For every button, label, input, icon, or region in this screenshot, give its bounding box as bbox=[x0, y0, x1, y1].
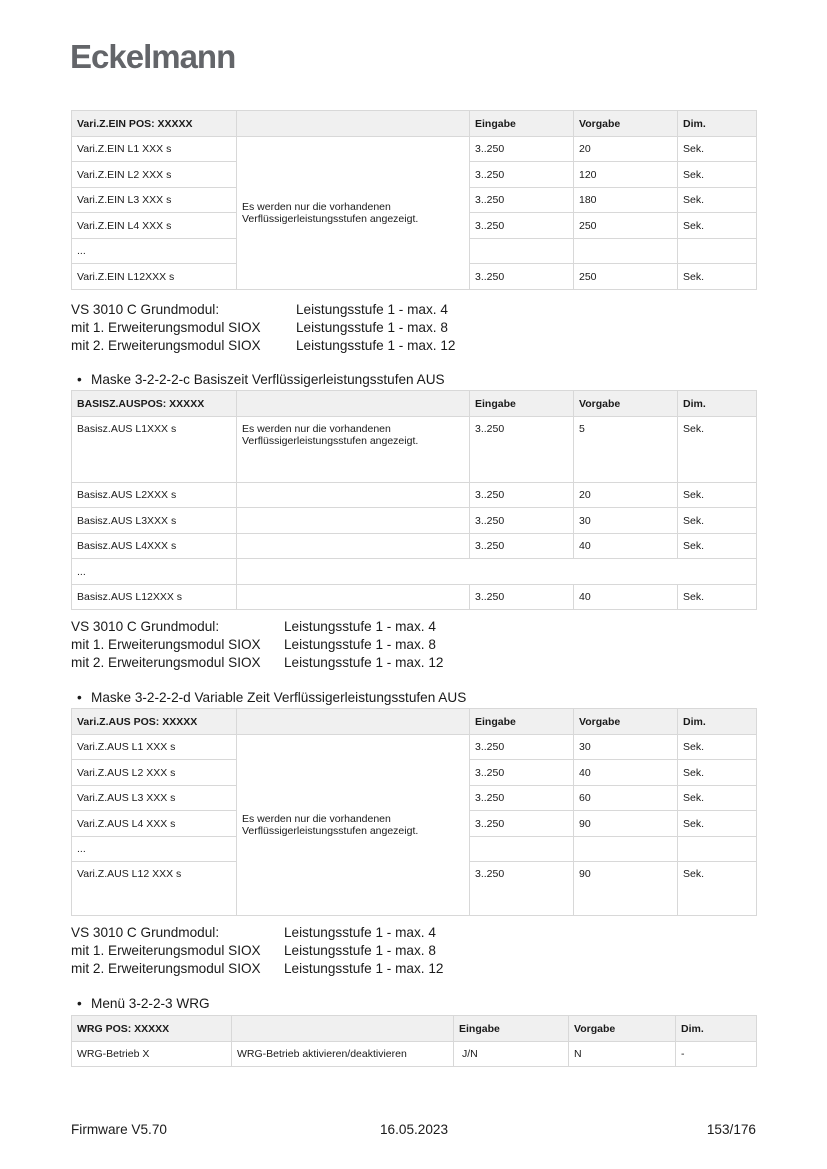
input-range-cell bbox=[470, 837, 574, 862]
param-cell: Basisz.AUS L2XXX s bbox=[72, 483, 237, 508]
module-levels-3 bbox=[71, 924, 443, 978]
header-cell: Vorgabe bbox=[574, 111, 678, 137]
default-cell: 60 bbox=[574, 786, 678, 811]
unit-cell: Sek. bbox=[678, 585, 757, 610]
input-range-cell: 3..250 bbox=[470, 264, 574, 290]
input-range-cell: 3..250 bbox=[470, 811, 574, 837]
default-cell: 30 bbox=[574, 508, 678, 534]
default-cell: 40 bbox=[574, 585, 678, 610]
header-cell: Eingabe bbox=[470, 709, 574, 735]
section-title: Maske 3-2-2-2-d Variable Zeit Verflüssigerleistungsstufen AUS bbox=[91, 690, 467, 705]
note-cell: Es werden nur die vorhandenen Verflüssigerleistungsstufen angezeigt. bbox=[237, 735, 470, 916]
header-cell bbox=[237, 391, 470, 417]
param-cell: Vari.Z.EIN L3 XXX s bbox=[72, 188, 237, 213]
footer-date: 16.05.2023 bbox=[380, 1122, 449, 1137]
input-range-cell: 3..250 bbox=[470, 417, 574, 483]
bullet-icon: • bbox=[77, 996, 82, 1011]
header-cell: WRG POS: XXXXX bbox=[72, 1016, 232, 1042]
input-range-cell: 3..250 bbox=[470, 188, 574, 213]
module-levels-2 bbox=[71, 618, 443, 672]
input-range-cell: 3..250 bbox=[470, 760, 574, 786]
module-label: VS 3010 C Grundmodul: bbox=[71, 925, 220, 940]
section-title: Menü 3-2-2-3 WRG bbox=[91, 996, 210, 1011]
table-header-row bbox=[72, 111, 757, 137]
header-cell: Vari.Z.AUS POS: XXXXX bbox=[72, 709, 237, 735]
table-row bbox=[72, 417, 757, 483]
param-cell: Vari.Z.AUS L2 XXX s bbox=[72, 760, 237, 786]
module-label: VS 3010 C Grundmodul: bbox=[71, 302, 220, 317]
section-heading-wrg bbox=[77, 996, 210, 1011]
unit-cell: Sek. bbox=[678, 735, 757, 760]
table-vari-z-aus bbox=[71, 708, 757, 916]
table-row bbox=[72, 1042, 757, 1067]
header-cell: Vari.Z.EIN POS: XXXXX bbox=[72, 111, 237, 137]
table-wrg bbox=[71, 1015, 757, 1067]
table-basisz-aus bbox=[71, 390, 757, 610]
param-cell: WRG-Betrieb X bbox=[72, 1042, 232, 1067]
param-cell: Vari.Z.EIN L12XXX s bbox=[72, 264, 237, 290]
table-header-row bbox=[72, 1016, 757, 1042]
param-cell: Vari.Z.AUS L1 XXX s bbox=[72, 735, 237, 760]
header-cell: Eingabe bbox=[454, 1016, 569, 1042]
table-header-row bbox=[72, 709, 757, 735]
module-level: Leistungsstufe 1 - max. 4 bbox=[284, 619, 436, 634]
default-cell: 180 bbox=[574, 188, 678, 213]
input-range-cell: J/N bbox=[454, 1042, 569, 1067]
section-heading-basiszeit bbox=[77, 372, 445, 387]
unit-cell: Sek. bbox=[678, 508, 757, 534]
default-cell: 40 bbox=[574, 760, 678, 786]
module-label: mit 2. Erweiterungsmodul SIOX bbox=[71, 961, 261, 976]
input-range-cell: 3..250 bbox=[470, 483, 574, 508]
header-cell: BASISZ.AUSPOS: XXXXX bbox=[72, 391, 237, 417]
input-range-cell: 3..250 bbox=[470, 585, 574, 610]
default-cell bbox=[574, 239, 678, 264]
unit-cell: Sek. bbox=[678, 137, 757, 162]
note-cell: Es werden nur die vorhandenen Verflüssigerleistungsstufen angezeigt. bbox=[237, 417, 470, 483]
param-cell: Vari.Z.AUS L4 XXX s bbox=[72, 811, 237, 837]
module-label: mit 1. Erweiterungsmodul SIOX bbox=[71, 320, 261, 335]
param-cell: Vari.Z.EIN L4 XXX s bbox=[72, 213, 237, 239]
description-cell: WRG-Betrieb aktivieren/deaktivieren bbox=[232, 1042, 454, 1067]
bullet-icon: • bbox=[77, 372, 82, 387]
param-cell: Basisz.AUS L12XXX s bbox=[72, 585, 237, 610]
module-levels-1 bbox=[71, 301, 455, 355]
param-cell: ... bbox=[72, 559, 237, 585]
input-range-cell: 3..250 bbox=[470, 786, 574, 811]
header-cell: Dim. bbox=[678, 391, 757, 417]
header-cell: Vorgabe bbox=[569, 1016, 676, 1042]
table-row bbox=[72, 508, 757, 534]
unit-cell bbox=[678, 239, 757, 264]
module-level: Leistungsstufe 1 - max. 12 bbox=[296, 338, 456, 353]
module-level: Leistungsstufe 1 - max. 8 bbox=[284, 943, 436, 958]
default-cell bbox=[574, 837, 678, 862]
input-range-cell: 3..250 bbox=[470, 508, 574, 534]
module-label: mit 1. Erweiterungsmodul SIOX bbox=[71, 637, 261, 652]
param-cell: Vari.Z.AUS L12 XXX s bbox=[72, 862, 237, 916]
default-cell: 250 bbox=[574, 213, 678, 239]
module-level: Leistungsstufe 1 - max. 8 bbox=[296, 320, 448, 335]
header-cell: Eingabe bbox=[470, 111, 574, 137]
input-range-cell: 3..250 bbox=[470, 162, 574, 188]
param-cell: Vari.Z.AUS L3 XXX s bbox=[72, 786, 237, 811]
param-cell: Vari.Z.EIN L2 XXX s bbox=[72, 162, 237, 188]
unit-cell: Sek. bbox=[678, 213, 757, 239]
empty-cell bbox=[237, 483, 470, 508]
table-row bbox=[72, 137, 757, 162]
note-cell: Es werden nur die vorhandenen Verflüssigerleistungsstufen angezeigt. bbox=[237, 137, 470, 290]
header-cell: Vorgabe bbox=[574, 709, 678, 735]
unit-cell: Sek. bbox=[678, 786, 757, 811]
section-heading-variable-zeit bbox=[77, 690, 466, 705]
default-cell: 250 bbox=[574, 264, 678, 290]
unit-cell: Sek. bbox=[678, 417, 757, 483]
param-cell: Basisz.AUS L1XXX s bbox=[72, 417, 237, 483]
default-cell: 120 bbox=[574, 162, 678, 188]
module-label: VS 3010 C Grundmodul: bbox=[71, 619, 220, 634]
company-logo: Eckelmann bbox=[70, 38, 236, 75]
input-range-cell: 3..250 bbox=[470, 735, 574, 760]
unit-cell: Sek. bbox=[678, 862, 757, 916]
header-cell bbox=[237, 111, 470, 137]
module-label: mit 1. Erweiterungsmodul SIOX bbox=[71, 943, 261, 958]
param-cell: ... bbox=[72, 239, 237, 264]
param-cell: Basisz.AUS L4XXX s bbox=[72, 534, 237, 559]
input-range-cell: 3..250 bbox=[470, 862, 574, 916]
default-cell: 40 bbox=[574, 534, 678, 559]
unit-cell: Sek. bbox=[678, 760, 757, 786]
header-cell bbox=[237, 709, 470, 735]
unit-cell: Sek. bbox=[678, 811, 757, 837]
param-cell: Basisz.AUS L3XXX s bbox=[72, 508, 237, 534]
header-cell: Vorgabe bbox=[574, 391, 678, 417]
unit-cell bbox=[678, 837, 757, 862]
header-cell: Dim. bbox=[678, 709, 757, 735]
footer-firmware: Firmware V5.70 bbox=[71, 1122, 167, 1137]
empty-cell bbox=[237, 585, 470, 610]
empty-cell bbox=[237, 508, 470, 534]
default-cell: 90 bbox=[574, 811, 678, 837]
module-level: Leistungsstufe 1 - max. 4 bbox=[284, 925, 436, 940]
input-range-cell: 3..250 bbox=[470, 213, 574, 239]
table-row bbox=[72, 483, 757, 508]
empty-cell bbox=[237, 534, 470, 559]
module-level: Leistungsstufe 1 - max. 12 bbox=[284, 961, 444, 976]
module-level: Leistungsstufe 1 - max. 8 bbox=[284, 637, 436, 652]
input-range-cell: 3..250 bbox=[470, 137, 574, 162]
table-row bbox=[72, 534, 757, 559]
input-range-cell: 3..250 bbox=[470, 534, 574, 559]
default-cell: 20 bbox=[574, 137, 678, 162]
unit-cell: Sek. bbox=[678, 534, 757, 559]
param-cell: ... bbox=[72, 837, 237, 862]
header-cell bbox=[232, 1016, 454, 1042]
table-row bbox=[72, 585, 757, 610]
section-title: Maske 3-2-2-2-c Basiszeit Verflüssigerleistungsstufen AUS bbox=[91, 372, 445, 387]
default-cell: 90 bbox=[574, 862, 678, 916]
module-label: mit 2. Erweiterungsmodul SIOX bbox=[71, 338, 261, 353]
table-vari-z-ein bbox=[71, 110, 757, 290]
unit-cell: - bbox=[676, 1042, 757, 1067]
header-cell: Dim. bbox=[676, 1016, 757, 1042]
empty-cell bbox=[237, 559, 757, 585]
default-cell: 5 bbox=[574, 417, 678, 483]
header-cell: Dim. bbox=[678, 111, 757, 137]
unit-cell: Sek. bbox=[678, 188, 757, 213]
default-cell: 30 bbox=[574, 735, 678, 760]
unit-cell: Sek. bbox=[678, 162, 757, 188]
module-label: mit 2. Erweiterungsmodul SIOX bbox=[71, 655, 261, 670]
module-level: Leistungsstufe 1 - max. 12 bbox=[284, 655, 444, 670]
table-header-row bbox=[72, 391, 757, 417]
unit-cell: Sek. bbox=[678, 264, 757, 290]
module-level: Leistungsstufe 1 - max. 4 bbox=[296, 302, 448, 317]
table-row bbox=[72, 735, 757, 760]
input-range-cell bbox=[470, 239, 574, 264]
header-cell: Eingabe bbox=[470, 391, 574, 417]
bullet-icon: • bbox=[77, 690, 82, 705]
footer-page-number: 153/176 bbox=[706, 1122, 756, 1137]
param-cell: Vari.Z.EIN L1 XXX s bbox=[72, 137, 237, 162]
default-cell: N bbox=[569, 1042, 676, 1067]
default-cell: 20 bbox=[574, 483, 678, 508]
unit-cell: Sek. bbox=[678, 483, 757, 508]
table-row bbox=[72, 559, 757, 585]
